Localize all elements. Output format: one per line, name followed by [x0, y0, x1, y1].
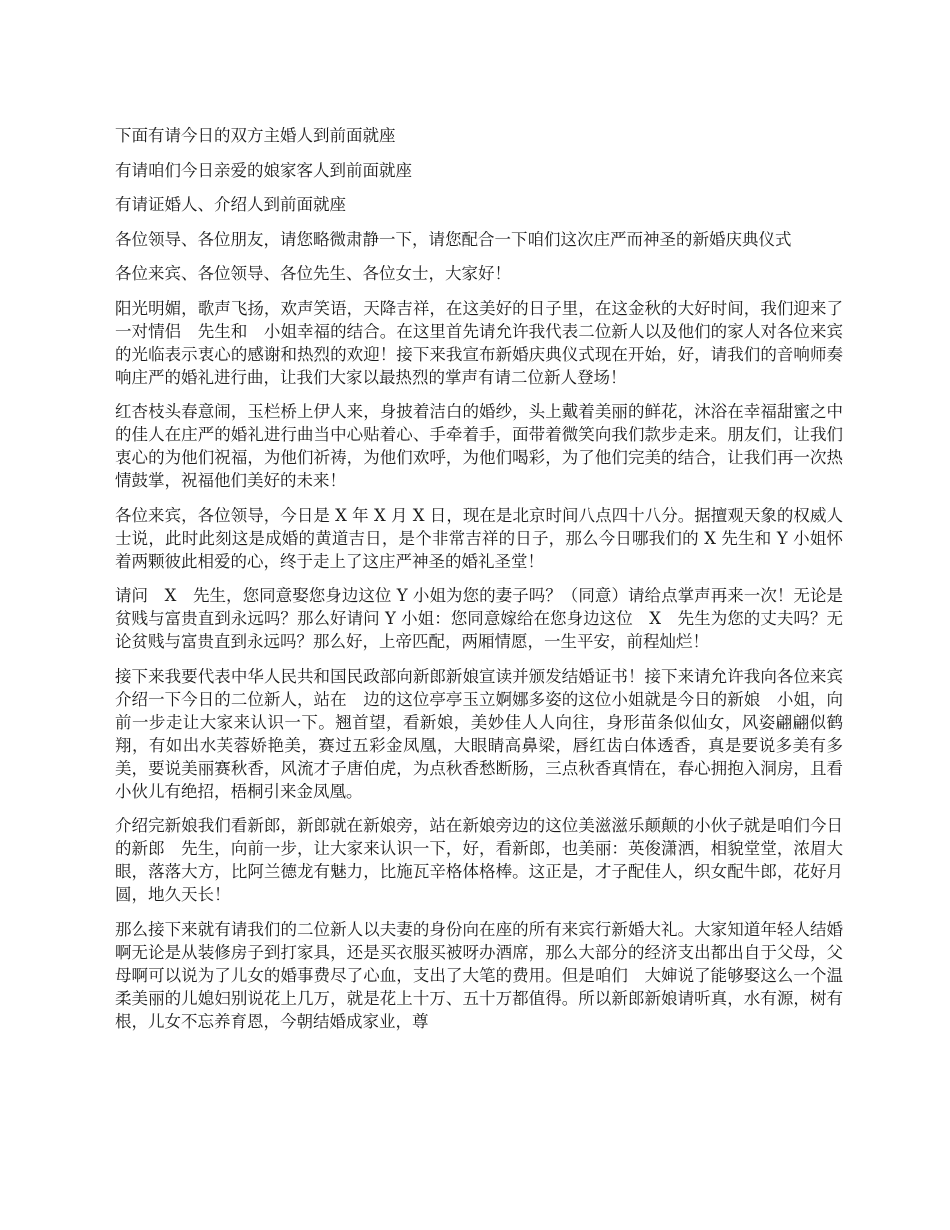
paragraph-seat-witness: 有请证婚人、介绍人到前面就座 — [115, 195, 346, 214]
paragraph-greeting: 各位来宾、各位领导、各位先生、各位女士，大家好！ — [115, 264, 511, 283]
paragraph-seat-family-guests: 有请咱们今日亲爱的娘家客人到前面就座 — [115, 160, 412, 180]
paragraph-introduce-groom: 介绍完新娘我们看新郎，新郎就在新娘旁，站在新娘旁边的这位美滋滋乐颠颠的小伙子就是咱们今日的新郎 先生，向前一步，让大家来认识一下，好，看新郎，也美丽：英俊潇洒，相貌堂堂，浓眉大眼，落落大方，比阿兰德龙有魅力，比施瓦辛格体格棒。这正是，才子配佳人，织女配牛郎，花好月圆，地久天长！ — [115, 816, 843, 904]
paragraph-bow-to-guests: 那么接下来就有请我们的二位新人以夫妻的身份向在座的所有来宾行新婚大礼。大家知道年轻人结婚啊无论是从装修房子到打家具，还是买衣服买被呀办酒席，那么大部分的经济支出都出自于父母，父母啊可以说为了儿女的婚事费尽了心血，支出了大笔的费用。但是咱们 大婶说了能够娶这么一个温柔美丽的儿媳妇别说花上几万，就是花上十万、五十万都值得。所以新郎新娘请听真，水有源，树有根，儿女不忘养育恩，今朝结婚成家业，尊 — [115, 919, 843, 1031]
paragraph-vows: 请问 X 先生，您同意娶您身边这位 Y 小姐为您的妻子吗？（同意）请给点掌声再来一次！无论是贫贱与富贵直到永远吗？那么好请问 Y 小姐：您同意嫁给在您身边这位 X 先生为您的丈夫吗？无论贫贱与富贵直到永远吗？那么好，上帝匹配，两厢情愿，一生平安，前程灿烂！ — [115, 586, 843, 651]
paragraph-bride-entrance: 红杏枝头春意闹，玉栏桥上伊人来，身披着洁白的婚纱，头上戴着美丽的鲜花，沐浴在幸福甜蜜之中的佳人在庄严的婚礼进行曲当中心贴着心、手牵着手，面带着微笑向我们款步走来。朋友们，让我们衷心的为他们祝福，为他们祈祷，为他们欢呼，为他们喝彩，为了他们完美的结合，让我们再一次热情鼓掌，祝福他们美好的未来！ — [115, 402, 843, 490]
paragraph-request-quiet: 各位领导、各位朋友，请您略微肃静一下，请您配合一下咱们这次庄严而神圣的新婚庆典仪式 — [115, 229, 792, 249]
paragraph-seat-hosts: 下面有请今日的双方主婚人到前面就座 — [115, 126, 396, 145]
document-body — [115, 124, 843, 1044]
paragraph-date-announcement: 各位来宾，各位领导，今日是 X 年 X 月 X 日，现在是北京时间八点四十八分。据擅观天象的权威人士说，此时此刻这是成婚的黄道吉日，是个非常吉祥的日子，那么今日哪我们的 X 先生和 Y 小姐怀着两颗彼此相爱的心，终于走上了这庄严神圣的婚礼圣堂！ — [115, 505, 843, 571]
paragraph-introduce-bride: 接下来我要代表中华人民共和国民政部向新郎新娘宣读并颁发结婚证书！接下来请允许我向各位来宾介绍一下今日的二位新人，站在 边的这位亭亭玉立婀娜多姿的这位小姐就是今日的新娘 小姐，向前一步走让大家来认识一下。翘首望，看新娘，美妙佳人人向往，身形苗条似仙女，风姿翩翩似鹤翔，有如出水芙蓉娇艳美，赛过五彩金凤凰，大眼睛高鼻梁，唇红齿白体透香，真是要说多美有多美，要说美丽赛秋香，风流才子唐伯虎，为点秋香愁断肠，三点秋香真情在，春心拥抱入洞房，且看小伙儿有绝招，梧桐引来金凤凰。 — [115, 666, 843, 801]
paragraph-opening: 阳光明媚，歌声飞扬，欢声笑语，天降吉祥，在这美好的日子里，在这金秋的大好时间，我们迎来了一对情侣 先生和 小姐幸福的结合。在这里首先请允许我代表二位新人以及他们的家人对各位来宾的光临表示衷心的感谢和热烈的欢迎！接下来我宣布新婚庆典仪式现在开始，好，请我们的音响师奏响庄严的婚礼进行曲，让我们大家以最热烈的掌声有请二位新人登场！ — [115, 298, 843, 387]
